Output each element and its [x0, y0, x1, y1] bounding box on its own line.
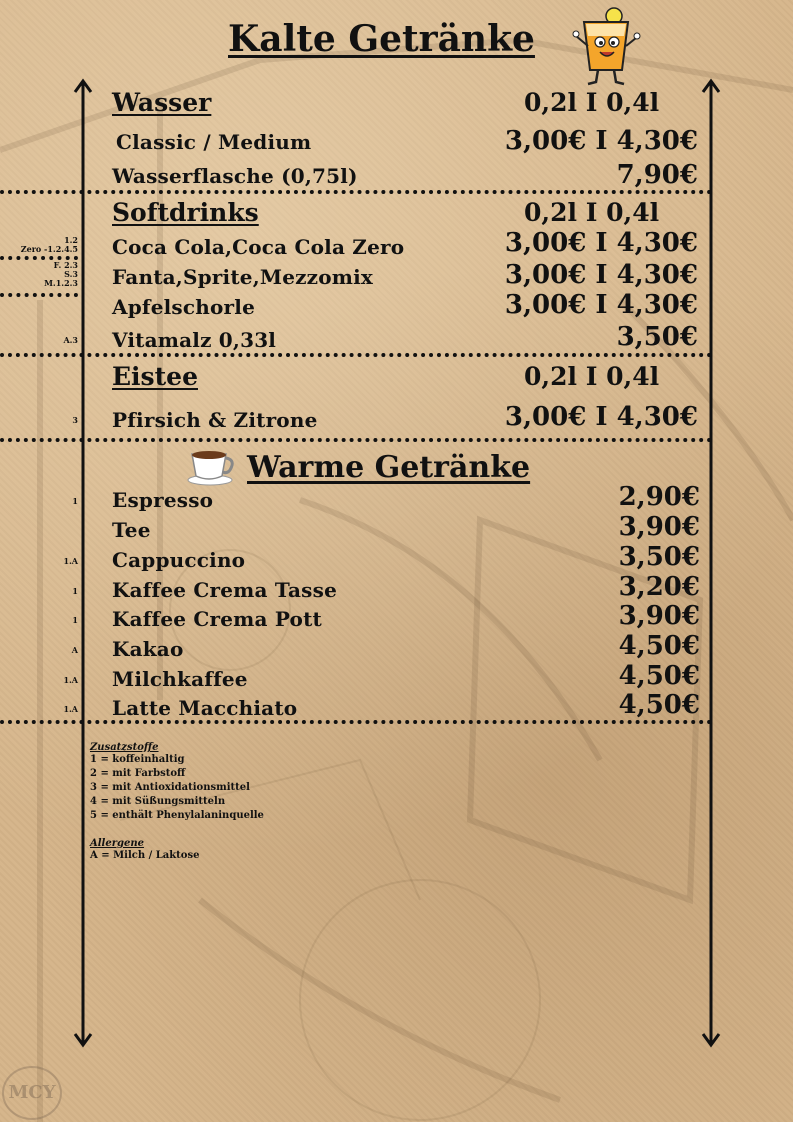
section-title-wasser: Wasser: [112, 88, 212, 117]
coffee-cup-icon: [186, 444, 238, 486]
menu-item-price: 3,90€: [618, 512, 700, 542]
menu-item-name: Milchkaffee: [112, 667, 248, 691]
menu-item-name: Cappuccino: [112, 548, 246, 572]
menu-item-price: 3,50€: [616, 322, 698, 352]
additives-legend-line: 1 = koffeinhaltig: [90, 754, 185, 765]
menu-item-name: Tee: [112, 518, 151, 542]
additive-code: 1: [72, 615, 78, 625]
menu-item-price: 4,50€: [618, 631, 700, 661]
allergens-legend: [90, 838, 199, 863]
code-divider: [0, 293, 78, 297]
softdrinks-sizes: 0,2l I 0,4l: [524, 198, 660, 227]
menu-item-name: Espresso: [112, 488, 214, 512]
menu-item-name: Vitamalz 0,33l: [112, 328, 277, 352]
menu-item-name: Kaffee Crema Tasse: [112, 578, 337, 602]
additives-legend-line: 4 = mit Süßungsmitteln: [90, 796, 226, 807]
right-vertical-arrow: [700, 78, 722, 1048]
menu-item-name: Kaffee Crema Pott: [112, 607, 322, 631]
section-title-eistee: Eistee: [112, 362, 198, 391]
additive-code-line: M.1.2.3: [44, 278, 78, 288]
allergens-legend-line: A = Milch / Laktose: [90, 850, 200, 861]
additives-legend-line: 3 = mit Antioxidationsmittel: [90, 782, 250, 793]
additive-code: 1: [72, 496, 78, 506]
juice-glass-mascot-icon: [572, 6, 642, 90]
eistee-sizes: 0,2l I 0,4l: [524, 362, 660, 391]
wasser-sizes: 0,2l I 0,4l: [524, 88, 660, 117]
section-divider: [0, 720, 712, 724]
additives-legend-line: 5 = enthält Phenylalaninquelle: [90, 810, 264, 821]
additive-code: 3: [72, 415, 78, 425]
additive-code: [21, 236, 78, 254]
page-title: Kalte Getränke: [228, 18, 535, 60]
menu-item-price: 4,50€: [618, 690, 700, 720]
menu-item-price: 3,00€ I 4,30€: [504, 402, 698, 432]
mcy-watermark-logo: MCY: [2, 1066, 62, 1120]
additives-legend-line: 2 = mit Farbstoff: [90, 768, 186, 779]
section-divider: [0, 353, 712, 357]
menu-item-name: Kakao: [112, 637, 184, 661]
menu-item-name: Pfirsich & Zitrone: [112, 408, 318, 432]
menu-item-price: 2,90€: [618, 482, 700, 512]
section-divider: [0, 190, 712, 194]
menu-item-price: 3,00€ I 4,30€: [504, 228, 698, 258]
additive-code-line: S.3: [64, 269, 78, 279]
menu-item-price: 3,20€: [618, 572, 700, 602]
section-title-softdrinks: Softdrinks: [112, 198, 259, 227]
additive-code: A: [71, 645, 78, 655]
menu-item-price: 3,00€ I 4,30€: [504, 290, 698, 320]
menu-item-name: Fanta,Sprite,Mezzomix: [112, 265, 374, 289]
menu-item-price: 3,50€: [618, 542, 700, 572]
additives-legend: [90, 742, 264, 823]
additive-code: 1.A: [63, 704, 78, 714]
section-divider: [0, 438, 712, 442]
menu-item-price: 3,00€ I 4,30€: [504, 126, 698, 156]
allergens-legend-title: Allergene: [90, 838, 144, 849]
additive-code-line: F. 2.3: [53, 260, 78, 270]
menu-item-price: 3,00€ I 4,30€: [504, 260, 698, 290]
menu-item-name: Coca Cola,Coca Cola Zero: [112, 235, 405, 259]
section-title-warme-getraenke: Warme Getränke: [247, 450, 531, 485]
menu-item-name: Apfelschorle: [112, 295, 256, 319]
additive-code: A.3: [63, 335, 78, 345]
additives-legend-title: Zusatzstoffe: [90, 742, 159, 753]
additive-code: 1.A: [63, 556, 78, 566]
additive-code: 1: [72, 586, 78, 596]
menu-item-price: 7,90€: [616, 160, 698, 190]
additive-code-line: Zero -1.2.4.5: [20, 244, 78, 254]
menu-item-name: Classic / Medium: [116, 130, 312, 154]
additive-code: 1.A: [63, 675, 78, 685]
menu-item-name: Wasserflasche (0,75l): [112, 164, 358, 188]
additive-code: [44, 261, 78, 288]
menu-item-price: 4,50€: [618, 661, 700, 691]
menu-item-price: 3,90€: [618, 601, 700, 631]
additive-code-line: 1.2: [64, 235, 78, 245]
menu-item-name: Latte Macchiato: [112, 696, 298, 720]
